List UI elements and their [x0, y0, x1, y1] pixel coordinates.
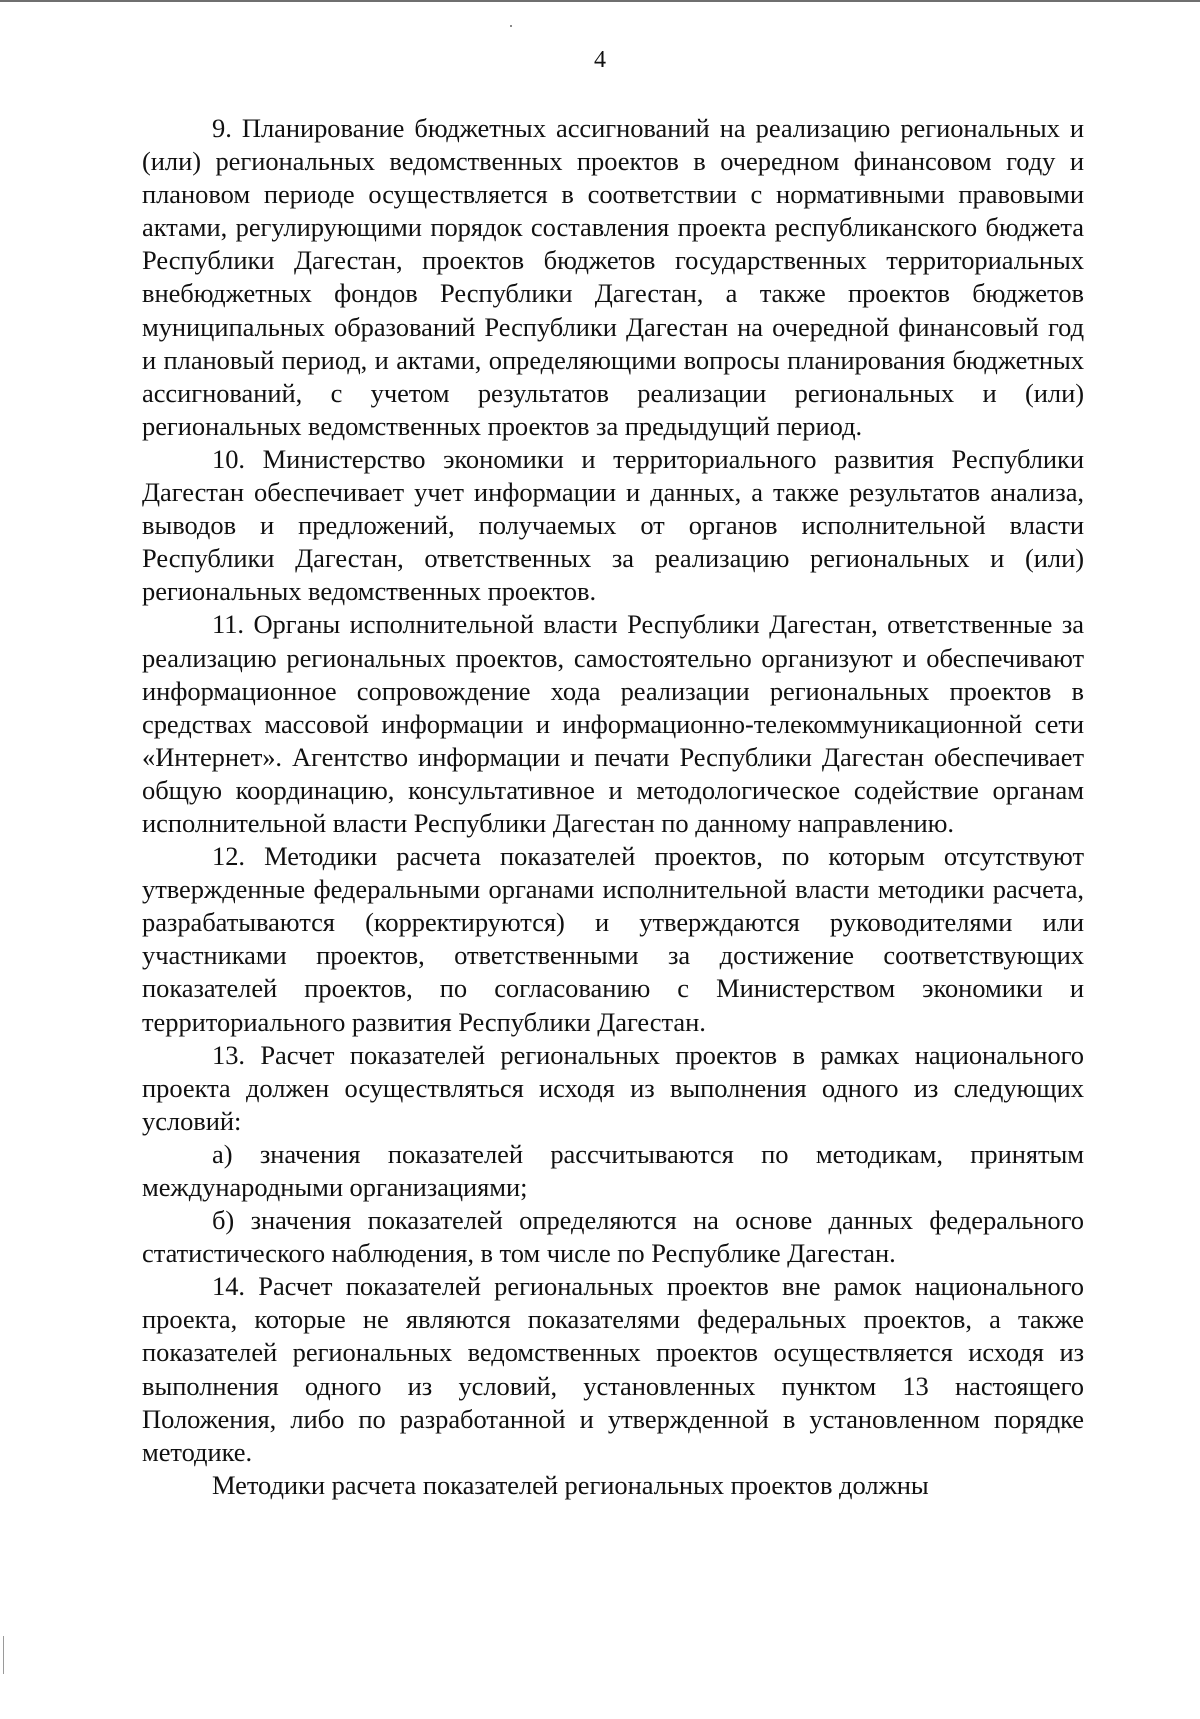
paragraph-13: 13. Расчет показателей региональных проектов в рамках национального проекта должен осуществляться исходя из выполнения одного из следующих условий: — [142, 1039, 1084, 1136]
paragraph-14: 14. Расчет показателей региональных проектов вне рамок национального проекта, которые не являются показателями федеральных проектов, а также показателей региональных ведомственных проектов осуществляется исходя из выполнения одного из условий, установленных пунктом 13 настоящего Положения, либо по разработанной и утвержденной в установленном порядке методике. — [142, 1271, 1084, 1467]
paragraph-12: 12. Методики расчета показателей проектов, по которым отсутствуют утвержденные федеральными органами исполнительной власти методики расчета, разрабатываются (корректируются) и утверждаются руководителями или участниками проектов, ответственными за достижение соответствующих показателей проектов, по согласованию с Министерством экономики и территориального развития Республики Дагестан. — [142, 841, 1084, 1037]
page-number: 4 — [594, 47, 606, 73]
paragraph-9: 9. Планирование бюджетных ассигнований на реализацию региональных и (или) региональных ведомственных проектов в очередном финансовом году и плановом периоде осуществляется в соответствии с нормативными правовыми актами, регулирующими порядок составления проекта республиканского бюджета Республики Дагестан, проектов бюджетов государственных территориальных внебюджетных фондов Республики Дагестан, а также проектов бюджетов муниципальных образований Республики Дагестан на очередной финансовый год и плановый период, и актами, определяющими вопросы планирования бюджетных ассигнований, с учетом результатов реализации региональных и (или) региональных ведомственных проектов за предыдущий период. — [142, 113, 1084, 441]
paragraph-13-a: а) значения показателей рассчитываются по методикам, принятым международными организациями; — [142, 1138, 1084, 1202]
scan-top-edge — [0, 0, 1200, 2]
paragraph-13-b: б) значения показателей определяются на основе данных федерального статистического наблюдения, в том числе по Республике Дагестан. — [142, 1205, 1084, 1269]
paragraph-10: 10. Министерство экономики и территориального развития Республики Дагестан обеспечивает учет информации и данных, а также результатов анализа, выводов и предложений, получаемых от органов исполнительной власти Республики Дагестан, ответственных за реализацию региональных и (или) региональных ведомственных проектов. — [142, 443, 1084, 607]
paragraph-14-continuation: Методики расчета показателей региональных проектов должны — [212, 1469, 929, 1500]
scan-speck — [510, 25, 512, 27]
paragraph-11: 11. Органы исполнительной власти Республики Дагестан, ответственные за реализацию региональных проектов, самостоятельно организуют и обеспечивают информационное сопровождение хода реализации региональных проектов в средствах массовой информации и информационно-телекоммуникационной сети «Интернет». Агентство информации и печати Республики Дагестан обеспечивает общую координацию, консультативное и методологическое содействие органам исполнительной власти Республики Дагестан по данному направлению. — [142, 609, 1084, 838]
scan-left-mark — [3, 1636, 4, 1674]
document-body — [142, 112, 1084, 1502]
